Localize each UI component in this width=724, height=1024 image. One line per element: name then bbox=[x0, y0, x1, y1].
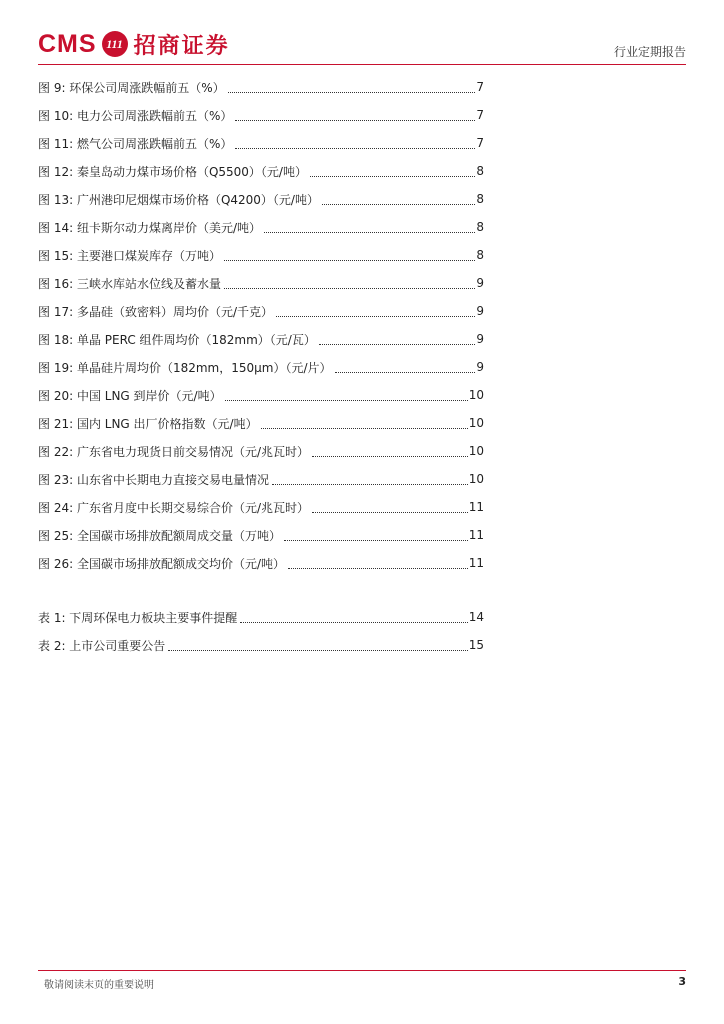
toc-dot-leader bbox=[224, 287, 475, 289]
toc-entry[interactable] bbox=[38, 353, 484, 381]
toc-entry-label: 图 11: 燃气公司周涨跌幅前五（%） bbox=[38, 136, 233, 151]
toc-entry-label: 图 15: 主要港口煤炭库存（万吨） bbox=[38, 248, 221, 263]
toc-dot-leader bbox=[319, 343, 476, 345]
toc-dot-leader bbox=[228, 91, 476, 93]
toc-entry-page: 8 bbox=[476, 164, 484, 178]
toc-entry-label: 图 10: 电力公司周涨跌幅前五（%） bbox=[38, 108, 233, 123]
toc-entry-label: 图 23: 山东省中长期电力直接交易电量情况 bbox=[38, 472, 269, 487]
toc-entry-label: 图 18: 单晶 PERC 组件周均价（182mm）（元/瓦） bbox=[38, 332, 316, 347]
logo-badge-icon: 111 bbox=[102, 31, 128, 57]
toc-entry[interactable] bbox=[38, 325, 484, 353]
toc-dot-leader bbox=[225, 399, 468, 401]
toc-entry-page: 15 bbox=[468, 638, 484, 652]
toc-dot-leader bbox=[276, 315, 475, 317]
toc-dot-leader bbox=[264, 231, 475, 233]
toc-entry-label: 表 2: 上市公司重要公告 bbox=[38, 638, 166, 653]
toc-entry[interactable] bbox=[38, 603, 484, 631]
toc-entry-page: 10 bbox=[468, 388, 484, 402]
toc-entry-page: 7 bbox=[476, 80, 484, 94]
header-divider bbox=[38, 64, 686, 65]
toc-entry-page: 9 bbox=[476, 360, 484, 374]
toc-entry[interactable] bbox=[38, 129, 484, 157]
logo-latin-text: CMS bbox=[38, 29, 97, 58]
cms-logo bbox=[38, 28, 230, 60]
toc-dot-leader bbox=[168, 649, 467, 651]
toc-entry-page: 10 bbox=[468, 472, 484, 486]
toc-entry-label: 图 19: 单晶硅片周均价（182mm，150μm）（元/片） bbox=[38, 360, 332, 375]
toc-entry-label: 图 9: 环保公司周涨跌幅前五（%） bbox=[38, 80, 225, 95]
toc-entry-label: 表 1: 下周环保电力板块主要事件提醒 bbox=[38, 610, 238, 625]
toc-entry-page: 7 bbox=[476, 108, 484, 122]
toc-entry-label: 图 21: 国内 LNG 出厂价格指数（元/吨） bbox=[38, 416, 258, 431]
toc-dot-leader bbox=[284, 539, 468, 541]
toc-entry-page: 10 bbox=[468, 416, 484, 430]
toc-entry-label: 图 25: 全国碳市场排放配额周成交量（万吨） bbox=[38, 528, 281, 543]
toc-entry[interactable] bbox=[38, 185, 484, 213]
toc-entry-label: 图 13: 广州港印尼烟煤市场价格（Q4200）（元/吨） bbox=[38, 192, 319, 207]
toc-entry[interactable] bbox=[38, 157, 484, 185]
toc-entry[interactable] bbox=[38, 631, 484, 659]
toc-entry[interactable] bbox=[38, 549, 484, 577]
toc-dot-leader bbox=[235, 119, 475, 121]
toc-entry[interactable] bbox=[38, 241, 484, 269]
footer-divider bbox=[38, 970, 686, 971]
toc-entry[interactable] bbox=[38, 297, 484, 325]
page-header bbox=[38, 22, 686, 66]
toc-entry[interactable] bbox=[38, 521, 484, 549]
toc-entry[interactable] bbox=[38, 73, 484, 101]
toc-dot-leader bbox=[235, 147, 475, 149]
toc-entry[interactable] bbox=[38, 213, 484, 241]
toc-entry[interactable] bbox=[38, 409, 484, 437]
toc-dot-leader bbox=[312, 455, 468, 457]
toc-entry-label: 图 24: 广东省月度中长期交易综合价（元/兆瓦时） bbox=[38, 500, 309, 515]
page-number: 3 bbox=[678, 975, 686, 988]
toc-entry-page: 11 bbox=[468, 556, 484, 570]
toc-dot-leader bbox=[272, 483, 468, 485]
toc-entry[interactable] bbox=[38, 437, 484, 465]
toc-entry[interactable] bbox=[38, 101, 484, 129]
toc-entry[interactable] bbox=[38, 381, 484, 409]
toc-entry-page: 7 bbox=[476, 136, 484, 150]
toc-dot-leader bbox=[322, 203, 475, 205]
toc-entry-label: 图 22: 广东省电力现货日前交易情况（元/兆瓦时） bbox=[38, 444, 309, 459]
toc-dot-leader bbox=[312, 511, 468, 513]
toc-dot-leader bbox=[240, 621, 467, 623]
toc-dot-leader bbox=[288, 567, 468, 569]
toc-entry-page: 10 bbox=[468, 444, 484, 458]
toc-entry-label: 图 14: 纽卡斯尔动力煤离岸价（美元/吨） bbox=[38, 220, 261, 235]
logo-chinese-text: 招商证券 bbox=[133, 32, 230, 59]
toc-dot-leader bbox=[261, 427, 468, 429]
toc-entry-page: 8 bbox=[476, 192, 484, 206]
toc-entry-label: 图 20: 中国 LNG 到岸价（元/吨） bbox=[38, 388, 222, 403]
toc-entry-page: 14 bbox=[468, 610, 484, 624]
toc-entry[interactable] bbox=[38, 465, 484, 493]
toc-dot-leader bbox=[310, 175, 475, 177]
toc-entry-page: 8 bbox=[476, 220, 484, 234]
toc-entry-label: 图 12: 秦皇岛动力煤市场价格（Q5500）（元/吨） bbox=[38, 164, 307, 179]
toc-entry-label: 图 17: 多晶硅（致密料）周均价（元/千克） bbox=[38, 304, 273, 319]
toc-entry-page: 11 bbox=[468, 500, 484, 514]
toc-entry[interactable] bbox=[38, 493, 484, 521]
toc-entry-label: 图 26: 全国碳市场排放配额成交均价（元/吨） bbox=[38, 556, 285, 571]
report-type-label: 行业定期报告 bbox=[613, 45, 686, 59]
toc-entry-label: 图 16: 三峡水库站水位线及蓄水量 bbox=[38, 276, 221, 291]
toc-entry[interactable] bbox=[38, 269, 484, 297]
footer-disclaimer-note: 敬请阅读末页的重要说明 bbox=[44, 980, 154, 991]
toc-dot-leader bbox=[224, 259, 475, 261]
toc-entry-page: 9 bbox=[476, 304, 484, 318]
toc-entry-page: 11 bbox=[468, 528, 484, 542]
toc-entry-page: 8 bbox=[476, 248, 484, 262]
toc-entry-page: 9 bbox=[476, 276, 484, 290]
toc-dot-leader bbox=[335, 371, 476, 373]
toc-entry-page: 9 bbox=[476, 332, 484, 346]
